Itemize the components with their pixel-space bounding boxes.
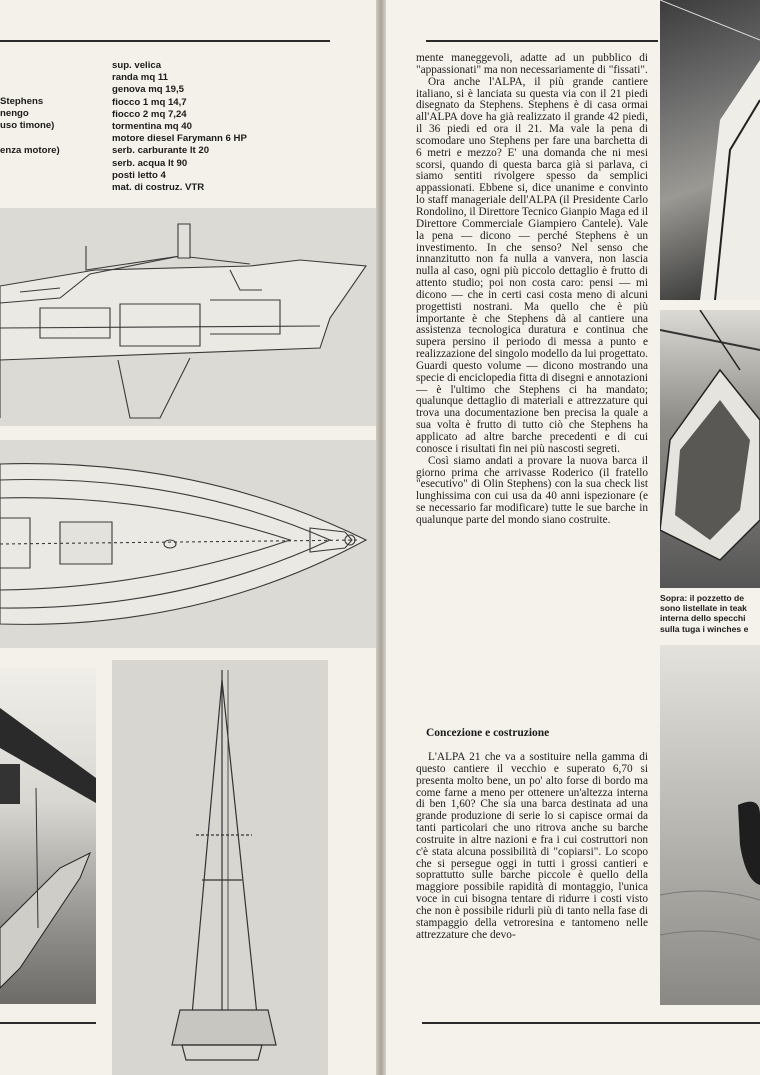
spec-line: uso timone) — [0, 120, 55, 132]
page-gutter — [376, 0, 386, 1075]
spec-line: posti letto 4 — [112, 169, 166, 181]
caption-line: Sopra: il pozzetto de — [660, 593, 745, 603]
spec-line — [0, 133, 60, 145]
bottom-rule-right — [422, 1022, 760, 1024]
photo-caption — [660, 593, 748, 634]
spec-line: serb. acqua lt 90 — [112, 157, 188, 169]
rig-svg — [112, 660, 328, 1075]
spec-line: mat. di costruz. VTR — [112, 181, 205, 193]
bow-photo-svg — [660, 0, 760, 300]
spec-line: Stephens — [0, 96, 44, 107]
left-page — [0, 0, 378, 1075]
spec-line: tormentina mq 40 — [112, 120, 192, 132]
spec-line: serb. carburante lt 20 — [112, 145, 210, 157]
spec-line: fiocco 1 mq 14,7 — [112, 96, 187, 108]
caption-line: interna dello specchi — [660, 613, 746, 624]
bow-photo — [660, 0, 760, 300]
specs-left-column — [0, 96, 60, 157]
spec-line: genova mq 19,5 — [112, 84, 184, 96]
hull-water-photo — [660, 645, 760, 1005]
bottom-rule-left — [0, 1022, 96, 1024]
right-page — [386, 0, 760, 1075]
spec-line: nengo — [0, 108, 29, 120]
spec-line: motore diesel Farymann 6 HP — [112, 133, 247, 145]
section-heading: Concezione e costruzione — [426, 727, 550, 739]
article-column-2 — [416, 752, 648, 942]
spec-line: fiocco 2 mq 7,24 — [112, 108, 187, 120]
top-rule-right — [426, 40, 658, 42]
sailing-photo-svg — [0, 668, 96, 1004]
article-column-1 — [416, 53, 648, 527]
paragraph: Così siamo andati a provare la nuova barca il giorno prima che arrivasse Roderico (il fratello "esecutivo" di Olin Stephens) con la sua check list lunghissima con cui usa da 40 anni ispezionare (e se necessario far modificare) tutte le sue barche in qualunque parte del mondo siano costruite. — [416, 454, 648, 526]
deck-plan-drawing — [0, 440, 376, 648]
cockpit-photo-svg — [660, 310, 760, 588]
sailing-photo-left — [0, 668, 96, 1004]
hull-profile-svg — [0, 208, 376, 426]
cockpit-photo — [660, 310, 760, 588]
top-rule-left — [0, 40, 330, 42]
hull-profile-drawing — [0, 208, 376, 426]
paragraph: mente maneggevoli, adatte ad un pubblico di "appassionati" ma non necessariamente di "fissati". — [416, 52, 648, 76]
deck-plan-svg — [0, 440, 376, 648]
paragraph: Ora anche l'ALPA, il più grande cantiere italiano, si è lanciata su questa via con il 21 piedi disegnato da Stephens. Stephens è di casa ormai all'ALPA dove ha già realizzato il grande 42 piedi, il 36 piedi ed ora il 21. Ma vale la pena di scomodare uno Stephens per fare una barchetta di 6 metri e mezzo? E' una domanda che ni mesi scorsi, quando di questa barca già si parlava, ci siamo sentiti rivolgere spesso da semplici appassionati. Ebbene si, dice unanime e convinto lo staff manageriale dell'ALPA (il Presidente Carlo Rondolino, il Direttore Tecnico Gianpio Maga ed il Direttore Commerciale Giampiero Cantele). Vale la pena — dicono — perché Stephens è un investimento. In che senso? Nel senso che innanzitutto non fa nulla a vanvera, non lascia nulla al caso, ogni più piccolo dettaglio è frutto di attento studio; poi non costa caro: pensi — mi dicono — che in certi casi costa meno di alcuni progettisti nostrani. Ma quello che è più importante è che Stephens dà al cantiere una assistenza tecnologica duratura e continua che supera persino il periodo di messa a punto e realizzazione del singolo modello da lui progettato. Guardi questo volume — dicono mostrando una specie di enciclopedia fitta di disegni e annotazioni — è l'ultimo che Stephens ci ha mandato; qualunque dettaglio di materiali e attrezzature qui trova una documentazione ben precisa la quale a sua volta è frutto di tutto ciò che Stephens ha applicato ad altre barche precedenti e di cui conosce i risultati fin nei più nascosti segreti. — [416, 75, 648, 455]
rig-drawing — [112, 660, 328, 1075]
caption-line: sono listellate in teak — [660, 603, 747, 614]
caption-line: sulla tuga i winches e — [660, 623, 749, 634]
paragraph: L'ALPA 21 che va a sostituire nella gamma di questo cantiere il vecchio e superato 6,70 si presenta molto bene, un po' alto forse di bordo ma come farne a meno per ottenere un'altezza interna di ben 1,60? Che sia una barca destinata ad una grande produzione di serie lo si capisce ormai da tanti particolari che uno ritrova anche su barche costruite in altre nazioni e fra i cui costruttori non c'è stata alcuna possibilità di "copiarsi". Lo scopo che si persegue oggi in tutti i grossi cantieri e soprattutto sulle barche piccole è quello della maggiore possibile rapidità di montaggio, l'unica voce in cui bisogna tentare di ridurre i costi visto che non è possibile ridurli più di tanto nella fase di stampaggio della vetroresina e tantomeno nelle attrezzature che devo- — [416, 751, 648, 941]
spec-line: enza motore) — [0, 144, 60, 156]
spec-line: sup. velica — [112, 60, 162, 71]
hull-water-photo-svg — [660, 645, 760, 1005]
spec-line: randa mq 11 — [112, 72, 168, 84]
specs-right-column — [112, 60, 247, 194]
